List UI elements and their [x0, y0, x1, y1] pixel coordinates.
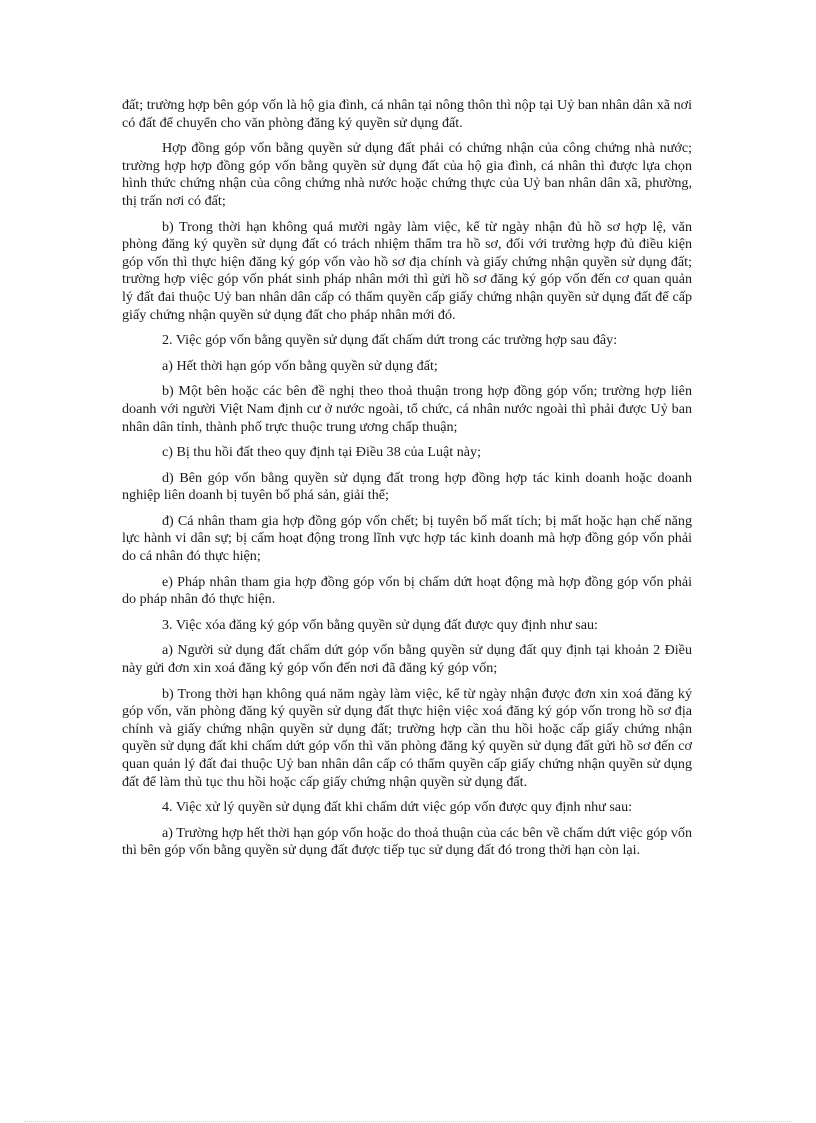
paragraph: d) Bên góp vốn bằng quyền sử dụng đất trong hợp đồng hợp tác kinh doanh hoặc doanh nghiệp liên doanh bị tuyên bố phá sản, giải thể;	[122, 469, 692, 504]
paragraph: e) Pháp nhân tham gia hợp đồng góp vốn bị chấm dứt hoạt động mà hợp đồng góp vốn phải do pháp nhân đó thực hiện.	[122, 573, 692, 608]
paragraph: b) Trong thời hạn không quá năm ngày làm việc, kể từ ngày nhận được đơn xin xoá đăng ký góp vốn, văn phòng đăng ký quyền sử dụng đất thực hiện việc xoá đăng ký góp vốn trong hồ sơ địa chính và giấy chứng nhận quyền sử dụng đất; trường hợp cần thu hồi hoặc cấp giấy chứng nhận quyền sử dụng đất khi chấm dứt góp vốn thì văn phòng đăng ký quyền sử dụng đất gửi hồ sơ đến cơ quan quản lý đất đai thuộc Uỷ ban nhân dân cấp có thẩm quyền cấp giấy chứng nhận quyền sử dụng đất để làm thủ tục thu hồi hoặc cấp giấy chứng nhận quyền sử dụng đất.	[122, 685, 692, 790]
paragraph: đ) Cá nhân tham gia hợp đồng góp vốn chết; bị tuyên bố mất tích; bị mất hoặc hạn chế năng lực hành vi dân sự; bị cấm hoạt động trong lĩnh vực hợp tác kinh doanh mà hợp đồng góp vốn phải do cá nhân đó thực hiện;	[122, 512, 692, 565]
document-body	[122, 97, 692, 868]
paragraph: a) Hết thời hạn góp vốn bằng quyền sử dụng đất;	[162, 357, 438, 374]
paragraph: b) Trong thời hạn không quá mười ngày làm việc, kể từ ngày nhận đủ hồ sơ hợp lệ, văn phòng đăng ký quyền sử dụng đất có trách nhiệm thẩm tra hồ sơ, đối với trường hợp đủ điều kiện góp vốn thì thực hiện đăng ký góp vốn vào hồ sơ địa chính và giấy chứng nhận quyền sử dụng đất; trường hợp việc góp vốn phát sinh pháp nhân mới thì gửi hồ sơ đăng ký góp vốn đến cơ quan quản lý đất đai thuộc Uỷ ban nhân dân cấp có thẩm quyền cấp giấy chứng nhận quyền sử dụng đất để cấp giấy chứng nhận quyền sử dụng đất cho pháp nhân mới đó.	[122, 218, 692, 323]
paragraph: 4. Việc xử lý quyền sử dụng đất khi chấm dứt việc góp vốn được quy định như sau:	[162, 799, 633, 816]
paragraph: a) Người sử dụng đất chấm dứt góp vốn bằng quyền sử dụng đất quy định tại khoản 2 Điều này gửi đơn xin xoá đăng ký góp vốn đến nơi đã đăng ký góp vốn;	[122, 642, 692, 677]
paragraph: đất; trường hợp bên góp vốn là hộ gia đình, cá nhân tại nông thôn thì nộp tại Uỷ ban nhân dân xã nơi có đất để chuyển cho văn phòng đăng ký quyền sử dụng đất.	[122, 97, 692, 131]
paragraph: a) Trường hợp hết thời hạn góp vốn hoặc do thoả thuận của các bên về chấm dứt việc góp vốn thì bên góp vốn bằng quyền sử dụng đất được tiếp tục sử dụng đất đó trong thời hạn còn lại.	[122, 824, 693, 859]
paragraph: Hợp đồng góp vốn bằng quyền sử dụng đất phải có chứng nhận của công chứng nhà nước; trường hợp hợp đồng góp vốn bằng quyền sử dụng đất của hộ gia đình, cá nhân thì được lựa chọn hình thức chứng nhận của công chứng nhà nước hoặc chứng thực của Uỷ ban nhân dân xã, phường, thị trấn nơi có đất;	[122, 140, 692, 209]
paragraph: c) Bị thu hồi đất theo quy định tại Điều 38 của Luật này;	[162, 444, 481, 461]
page-bottom-divider	[24, 1121, 792, 1122]
paragraph: b) Một bên hoặc các bên đề nghị theo thoả thuận trong hợp đồng góp vốn; trường hợp liên doanh với người Việt Nam định cư ở nước ngoài, tổ chức, cá nhân nước ngoài thì phải được Uỷ ban nhân dân tỉnh, thành phố trực thuộc trung ương chấp thuận;	[122, 383, 692, 435]
paragraph: 2. Việc góp vốn bằng quyền sử dụng đất chấm dứt trong các trường hợp sau đây:	[162, 332, 618, 349]
paragraph: 3. Việc xóa đăng ký góp vốn bằng quyền sử dụng đất được quy định như sau:	[162, 616, 598, 633]
